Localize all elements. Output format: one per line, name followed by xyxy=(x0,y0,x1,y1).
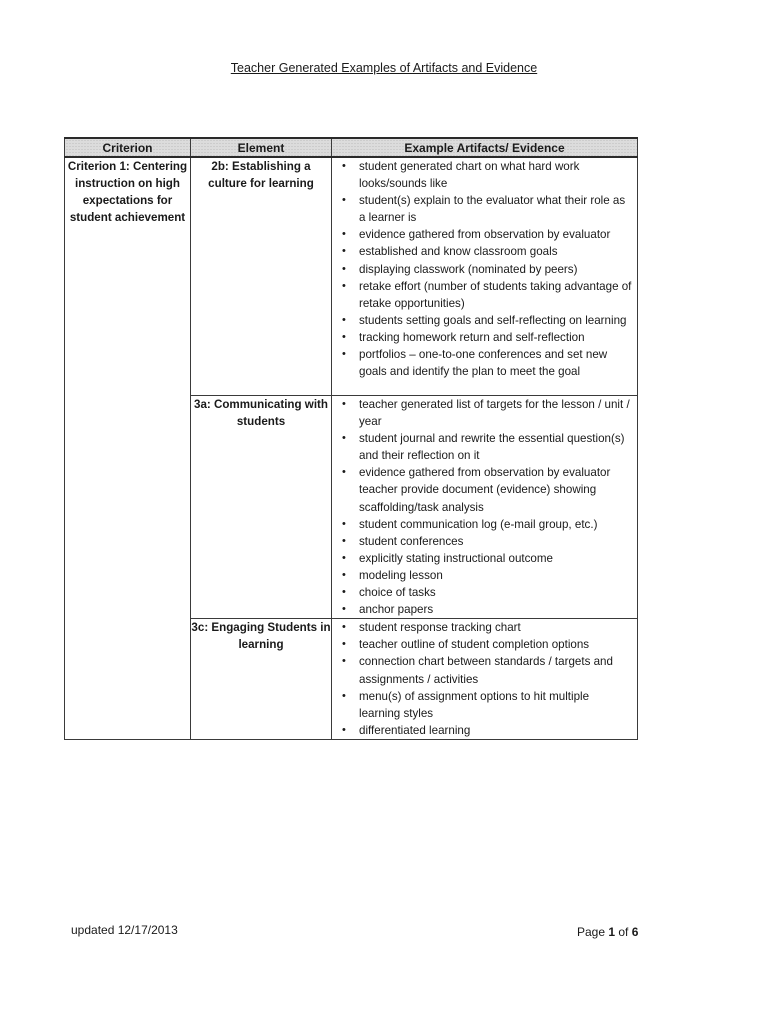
bullet-icon: • xyxy=(342,466,346,479)
bullet-icon: • xyxy=(342,194,346,207)
header-evidence: Example Artifacts/ Evidence xyxy=(332,138,638,157)
table-header-row xyxy=(65,138,638,157)
evidence-item xyxy=(338,430,633,464)
bullet-icon: • xyxy=(342,621,346,634)
bullet-icon: • xyxy=(342,330,346,343)
document-title: Teacher Generated Examples of Artifacts and Evidence xyxy=(230,61,538,75)
evidence-text: evidence gathered from observation by evaluator teacher provide document (evidence) showing scaffolding/task analysis xyxy=(359,466,611,514)
page-prefix: Page xyxy=(577,925,609,939)
evidence-text: portfolios – one-to-one conferences and set new goals and identify the plan to meet the goal xyxy=(359,348,608,379)
bullet-icon: • xyxy=(342,568,346,581)
bullet-icon: • xyxy=(342,723,346,736)
evidence-item xyxy=(338,550,633,567)
bullet-icon: • xyxy=(342,279,346,292)
evidence-cell xyxy=(332,396,638,619)
evidence-text: student generated chart on what hard work looks/sounds like xyxy=(359,160,580,191)
evidence-text: teacher generated list of targets for the lesson / unit / year xyxy=(359,398,630,429)
evidence-text: student response tracking chart xyxy=(359,621,521,635)
bullet-icon: • xyxy=(342,228,346,241)
evidence-text: connection chart between standards / targets and assignments / activities xyxy=(359,655,613,686)
evidence-item xyxy=(338,396,633,430)
evidence-text: evidence gathered from observation by evaluator xyxy=(359,228,611,242)
evidence-text: established and know classroom goals xyxy=(359,245,558,259)
table-row xyxy=(65,157,638,396)
evidence-item xyxy=(338,192,633,226)
evidence-item xyxy=(338,516,633,533)
bullet-icon: • xyxy=(342,551,346,564)
bullet-icon: • xyxy=(342,655,346,668)
bullet-icon: • xyxy=(342,689,346,702)
evidence-text: student journal and rewrite the essential question(s) and their reflection on it xyxy=(359,432,625,463)
header-element: Element xyxy=(191,138,332,157)
evidence-text: choice of tasks xyxy=(359,586,436,600)
evidence-item xyxy=(338,636,633,653)
bullet-icon: • xyxy=(342,245,346,258)
bullet-icon: • xyxy=(342,262,346,275)
criterion-cell: Criterion 1: Centering instruction on high expectations for student achievement xyxy=(65,157,191,739)
bullet-icon: • xyxy=(342,638,346,651)
evidence-item xyxy=(338,312,633,329)
evidence-item xyxy=(338,653,633,687)
evidence-text: student conferences xyxy=(359,534,464,548)
element-cell: 2b: Establishing a culture for learning xyxy=(191,157,332,396)
evidence-item xyxy=(338,722,633,739)
evidence-text: student communication log (e-mail group, etc.) xyxy=(359,517,598,531)
evidence-item xyxy=(338,346,633,380)
bullet-icon: • xyxy=(342,398,346,410)
evidence-text: differentiated learning xyxy=(359,723,471,737)
evidence-item xyxy=(338,464,633,515)
evidence-item xyxy=(338,567,633,584)
evidence-list xyxy=(332,396,637,618)
page-total: 6 xyxy=(631,925,639,939)
evidence-text: anchor papers xyxy=(359,603,434,617)
evidence-text: displaying classwork (nominated by peers) xyxy=(359,262,578,276)
page-of: of xyxy=(615,925,632,939)
evidence-text: retake effort (number of students taking advantage of retake opportunities) xyxy=(359,279,632,310)
evidence-item xyxy=(338,619,633,636)
evidence-text: teacher outline of student completion options xyxy=(359,638,590,652)
page-current: 1 xyxy=(608,925,616,939)
evidence-item xyxy=(338,261,633,278)
updated-date: updated 12/17/2013 xyxy=(71,923,178,937)
page-number xyxy=(577,925,638,939)
bullet-icon: • xyxy=(342,534,346,547)
evidence-cell xyxy=(332,619,638,740)
evidence-text: tracking homework return and self-reflection xyxy=(359,330,585,344)
evidence-item xyxy=(338,278,633,312)
evidence-item xyxy=(338,533,633,550)
evidence-item xyxy=(338,243,633,260)
bullet-icon: • xyxy=(342,348,346,361)
evidence-item xyxy=(338,158,633,192)
element-cell: 3c: Engaging Students in learning xyxy=(191,619,332,740)
bullet-icon: • xyxy=(342,432,346,445)
evidence-text: students setting goals and self-reflecting on learning xyxy=(359,313,627,327)
bullet-icon: • xyxy=(342,517,346,530)
evidence-text: explicitly stating instructional outcome xyxy=(359,551,553,565)
bullet-icon: • xyxy=(342,313,346,326)
evidence-item xyxy=(338,226,633,243)
bullet-icon: • xyxy=(342,586,346,599)
header-criterion: Criterion xyxy=(65,138,191,157)
evidence-item xyxy=(338,584,633,601)
evidence-item xyxy=(338,329,633,346)
element-cell: 3a: Communicating with students xyxy=(191,396,332,619)
evidence-list xyxy=(332,158,637,380)
evidence-cell xyxy=(332,157,638,396)
evidence-list xyxy=(332,619,637,739)
evidence-item xyxy=(338,601,633,618)
artifacts-table xyxy=(64,137,638,740)
evidence-text: student(s) explain to the evaluator what their role as a learner is xyxy=(359,194,626,225)
bullet-icon: • xyxy=(342,603,346,616)
evidence-text: modeling lesson xyxy=(359,568,443,582)
evidence-item xyxy=(338,688,633,722)
evidence-text: menu(s) of assignment options to hit multiple learning styles xyxy=(359,689,590,720)
bullet-icon: • xyxy=(342,160,346,172)
